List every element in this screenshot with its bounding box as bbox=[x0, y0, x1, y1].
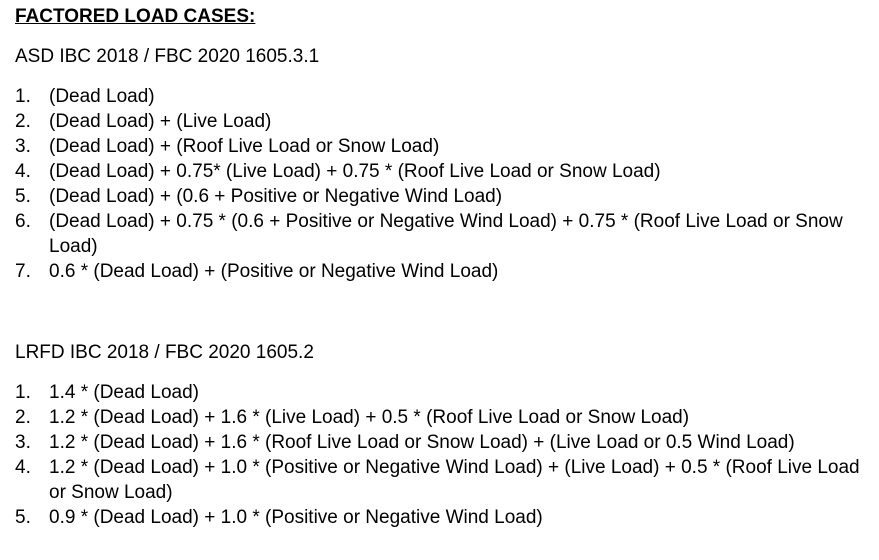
list-item-number: 3. bbox=[15, 432, 31, 453]
list-item-text: (Dead Load) + (Roof Live Load or Snow Load) bbox=[49, 136, 440, 157]
list-item-text: (Dead Load) + (0.6 + Positive or Negative Wind Load) bbox=[49, 186, 503, 207]
list-item bbox=[15, 109, 875, 134]
list-item bbox=[15, 184, 875, 209]
list-item-text: 1.2 * (Dead Load) + 1.0 * (Positive or Negative Wind Load) + (Live Load) + 0.5 * (Roof Live Load or Snow Load) bbox=[49, 457, 860, 503]
list-item-text: 0.6 * (Dead Load) + (Positive or Negative Wind Load) bbox=[49, 261, 499, 282]
list-item-number: 2. bbox=[15, 111, 31, 132]
list-item bbox=[15, 380, 875, 405]
list-item bbox=[15, 455, 875, 505]
asd-section-heading: ASD IBC 2018 / FBC 2020 1605.3.1 bbox=[15, 46, 320, 67]
list-item bbox=[15, 84, 875, 109]
list-item-number: 3. bbox=[15, 136, 31, 157]
list-item-text: 1.2 * (Dead Load) + 1.6 * (Live Load) + 0.5 * (Roof Live Load or Snow Load) bbox=[49, 407, 690, 428]
list-item bbox=[15, 159, 875, 184]
lrfd-load-case-list bbox=[15, 380, 875, 530]
list-item-text: 1.2 * (Dead Load) + 1.6 * (Roof Live Load or Snow Load) + (Live Load or 0.5 Wind Load) bbox=[49, 432, 795, 453]
list-item-number: 4. bbox=[15, 457, 31, 478]
list-item-text: (Dead Load) + (Live Load) bbox=[49, 111, 272, 132]
list-item-text: (Dead Load) + 0.75 * (0.6 + Positive or Negative Wind Load) + 0.75 * (Roof Live Load or Snow Load) bbox=[49, 211, 843, 257]
list-item-number: 7. bbox=[15, 261, 31, 282]
list-item-text: 0.9 * (Dead Load) + 1.0 * (Positive or Negative Wind Load) bbox=[49, 507, 543, 528]
list-item bbox=[15, 405, 875, 430]
list-item-text: (Dead Load) + 0.75* (Live Load) + 0.75 * (Roof Live Load or Snow Load) bbox=[49, 161, 661, 182]
list-item-number: 6. bbox=[15, 211, 31, 232]
page-title: FACTORED LOAD CASES: bbox=[15, 6, 256, 27]
list-item-text: (Dead Load) bbox=[49, 86, 155, 107]
list-item bbox=[15, 505, 875, 530]
list-item-number: 2. bbox=[15, 407, 31, 428]
list-item bbox=[15, 430, 875, 455]
list-item-number: 1. bbox=[15, 382, 31, 403]
list-item-number: 4. bbox=[15, 161, 31, 182]
list-item bbox=[15, 259, 875, 284]
list-item-text: 1.4 * (Dead Load) bbox=[49, 382, 199, 403]
list-item-number: 1. bbox=[15, 86, 31, 107]
list-item bbox=[15, 134, 875, 159]
list-item-number: 5. bbox=[15, 186, 31, 207]
list-item bbox=[15, 209, 875, 259]
asd-load-case-list bbox=[15, 84, 875, 284]
lrfd-section-heading: LRFD IBC 2018 / FBC 2020 1605.2 bbox=[15, 342, 314, 363]
list-item-number: 5. bbox=[15, 507, 31, 528]
document-body bbox=[15, 4, 875, 530]
